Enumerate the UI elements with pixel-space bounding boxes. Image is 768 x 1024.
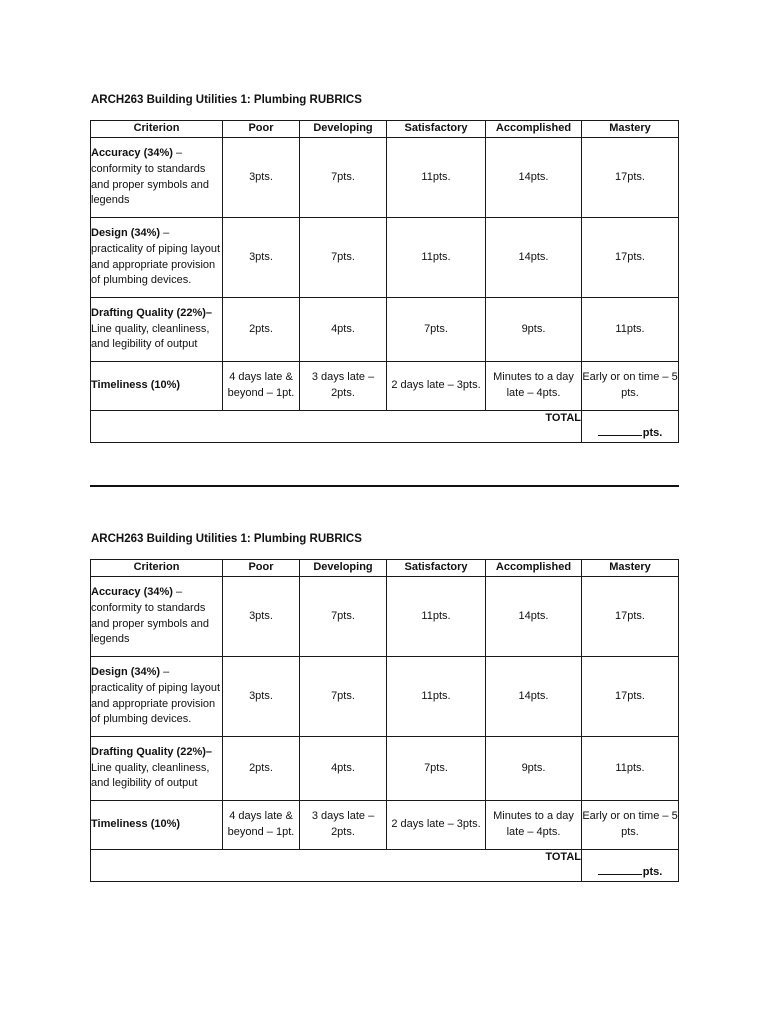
criterion-cell xyxy=(91,298,223,362)
table-row xyxy=(91,298,679,362)
score-cell: 17pts. xyxy=(582,218,679,298)
score-cell: 3pts. xyxy=(223,657,300,737)
score-cell: Early or on time – 5 pts. xyxy=(582,801,679,850)
header-criterion: Criterion xyxy=(91,121,223,138)
score-cell: 9pts. xyxy=(486,298,582,362)
blank-line xyxy=(598,425,642,436)
header-poor: Poor xyxy=(223,121,300,138)
criterion-name: Drafting Quality (22%)– xyxy=(91,306,213,319)
score-cell: 14pts. xyxy=(486,657,582,737)
table-row xyxy=(91,362,679,411)
header-satisfactory: Satisfactory xyxy=(387,560,486,577)
score-cell: 7pts. xyxy=(300,138,387,218)
score-cell: 7pts. xyxy=(300,218,387,298)
rubric-table xyxy=(90,120,679,443)
total-row xyxy=(91,411,679,443)
score-cell: 3 days late – 2pts. xyxy=(300,801,387,850)
header-criterion: Criterion xyxy=(91,560,223,577)
score-cell: 4 days late & beyond – 1pt. xyxy=(223,801,300,850)
score-cell: 11pts. xyxy=(582,298,679,362)
table-row xyxy=(91,218,679,298)
header-accomplished: Accomplished xyxy=(486,560,582,577)
score-cell: 3 days late – 2pts. xyxy=(300,362,387,411)
criterion-description: – practicality of piping layout and appropriate provision of plumbing devices. xyxy=(91,226,221,287)
score-cell: 2pts. xyxy=(223,298,300,362)
criterion-name: Drafting Quality (22%)– xyxy=(91,745,213,758)
table-row xyxy=(91,657,679,737)
criterion-description: – practicality of piping layout and appropriate provision of plumbing devices. xyxy=(91,665,221,726)
score-cell: 3pts. xyxy=(223,218,300,298)
criterion-description: – conformity to standards and proper symbols and legends xyxy=(91,585,210,646)
score-cell: 3pts. xyxy=(223,138,300,218)
score-cell: 14pts. xyxy=(486,218,582,298)
rubric-block-bottom xyxy=(90,531,678,882)
header-mastery: Mastery xyxy=(582,560,679,577)
score-cell: 7pts. xyxy=(387,298,486,362)
criterion-cell xyxy=(91,737,223,801)
total-label: TOTAL xyxy=(91,411,582,443)
criterion-description: Line quality, cleanliness, and legibility of output xyxy=(91,761,210,790)
rubric-block-top xyxy=(90,92,678,443)
score-cell: 2 days late – 3pts. xyxy=(387,801,486,850)
table-row xyxy=(91,138,679,218)
rubric-title: ARCH263 Building Utilities 1: Plumbing RUBRICS xyxy=(91,94,362,106)
total-points-blank xyxy=(582,411,679,443)
header-developing: Developing xyxy=(300,560,387,577)
header-poor: Poor xyxy=(223,560,300,577)
score-cell: Minutes to a day late – 4pts. xyxy=(486,362,582,411)
total-suffix: pts. xyxy=(642,866,663,879)
criterion-cell xyxy=(91,138,223,218)
score-cell: 11pts. xyxy=(387,138,486,218)
score-cell: 7pts. xyxy=(300,577,387,657)
criterion-cell xyxy=(91,801,223,850)
score-cell: 4 days late & beyond – 1pt. xyxy=(223,362,300,411)
table-row xyxy=(91,737,679,801)
page-divider xyxy=(90,485,679,487)
total-suffix: pts. xyxy=(642,427,663,440)
criterion-name: Design (34%) xyxy=(91,226,161,239)
score-cell: 17pts. xyxy=(582,577,679,657)
criterion-name: Accuracy (34%) xyxy=(91,585,173,598)
header-mastery: Mastery xyxy=(582,121,679,138)
header-developing: Developing xyxy=(300,121,387,138)
criterion-cell xyxy=(91,218,223,298)
score-cell: 2pts. xyxy=(223,737,300,801)
total-row xyxy=(91,850,679,882)
header-row xyxy=(91,560,679,577)
score-cell: 3pts. xyxy=(223,577,300,657)
score-cell: 2 days late – 3pts. xyxy=(387,362,486,411)
table-row xyxy=(91,801,679,850)
score-cell: 11pts. xyxy=(387,218,486,298)
score-cell: Minutes to a day late – 4pts. xyxy=(486,801,582,850)
score-cell: 14pts. xyxy=(486,138,582,218)
score-cell: 11pts. xyxy=(582,737,679,801)
criterion-name: Design (34%) xyxy=(91,665,161,678)
score-cell: 4pts. xyxy=(300,737,387,801)
criterion-description: Line quality, cleanliness, and legibility of output xyxy=(91,322,210,351)
criterion-description: – conformity to standards and proper symbols and legends xyxy=(91,146,210,207)
score-cell: 7pts. xyxy=(387,737,486,801)
table-row xyxy=(91,577,679,657)
score-cell: 9pts. xyxy=(486,737,582,801)
criterion-name: Timeliness (10%) xyxy=(91,818,181,831)
score-cell: 11pts. xyxy=(387,577,486,657)
criterion-cell xyxy=(91,577,223,657)
rubric-table xyxy=(90,559,679,882)
score-cell: 4pts. xyxy=(300,298,387,362)
score-cell: 14pts. xyxy=(486,577,582,657)
score-cell: 7pts. xyxy=(300,657,387,737)
blank-line xyxy=(598,864,642,875)
score-cell: 17pts. xyxy=(582,138,679,218)
total-label: TOTAL xyxy=(91,850,582,882)
header-accomplished: Accomplished xyxy=(486,121,582,138)
criterion-name: Accuracy (34%) xyxy=(91,146,173,159)
criterion-cell xyxy=(91,657,223,737)
rubric-title: ARCH263 Building Utilities 1: Plumbing RUBRICS xyxy=(91,533,362,545)
criterion-cell xyxy=(91,362,223,411)
criterion-name: Timeliness (10%) xyxy=(91,379,181,392)
score-cell: 17pts. xyxy=(582,657,679,737)
total-points-blank xyxy=(582,850,679,882)
score-cell: Early or on time – 5 pts. xyxy=(582,362,679,411)
header-satisfactory: Satisfactory xyxy=(387,121,486,138)
header-row xyxy=(91,121,679,138)
score-cell: 11pts. xyxy=(387,657,486,737)
